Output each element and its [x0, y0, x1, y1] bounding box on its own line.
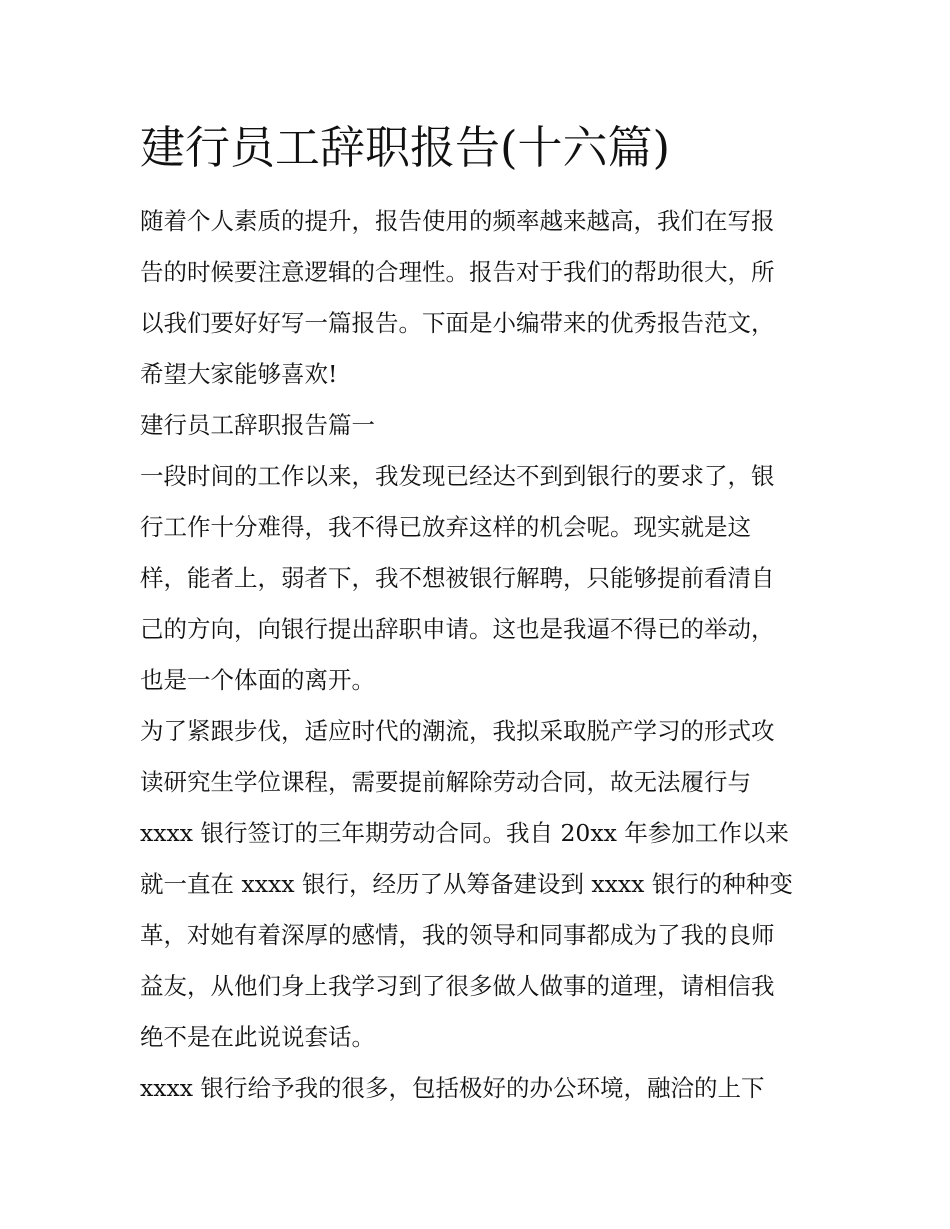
- text-line: 一段时间的工作以来，我发现已经达不到到银行的要求了，银: [140, 462, 775, 490]
- text-line: 行工作十分难得，我不得已放弃这样的机会呢。现实就是这: [140, 513, 751, 541]
- text-line: 希望大家能够喜欢!: [140, 360, 338, 388]
- text-line: 读研究生学位课程，需要提前解除劳动合同，故无法履行与: [140, 768, 751, 796]
- text-line: 就一直在 xxxx 银行，经历了从筹备建设到 xxxx 银行的种种变: [140, 870, 793, 898]
- text-line: 革，对她有着深厚的感情，我的领导和同事都成为了我的良师: [140, 921, 775, 949]
- text-line: 以我们要好好写一篇报告。下面是小编带来的优秀报告范文，: [140, 309, 775, 337]
- text-line: 为了紧跟步伐，适应时代的潮流，我拟采取脱产学习的形式攻: [140, 717, 775, 745]
- text-line: 告的时候要注意逻辑的合理性。报告对于我们的帮助很大，所: [140, 258, 775, 286]
- document-title: 建行员工辞职报告(十六篇): [140, 121, 671, 174]
- text-line: 益友，从他们身上我学习到了很多做人做事的道理，请相信我: [140, 972, 775, 1000]
- text-line: 绝不是在此说说套话。: [140, 1023, 375, 1051]
- document-body: [140, 196, 820, 1114]
- text-line: xxxx 银行给予我的很多，包括极好的办公环境，融洽的上下: [140, 1074, 765, 1102]
- text-line: xxxx 银行签订的三年期劳动合同。我自 20xx 年参加工作以来: [140, 819, 789, 847]
- text-line: 己的方向，向银行提出辞职申请。这也是我逼不得已的举动，: [140, 615, 775, 643]
- text-line: 也是一个体面的离开。: [140, 666, 375, 694]
- text-line: 样，能者上，弱者下，我不想被银行解聘，只能够提前看清自: [140, 564, 775, 592]
- section-heading: 建行员工辞职报告篇一: [140, 411, 375, 439]
- text-line: 随着个人素质的提升，报告使用的频率越来越高，我们在写报: [140, 207, 775, 235]
